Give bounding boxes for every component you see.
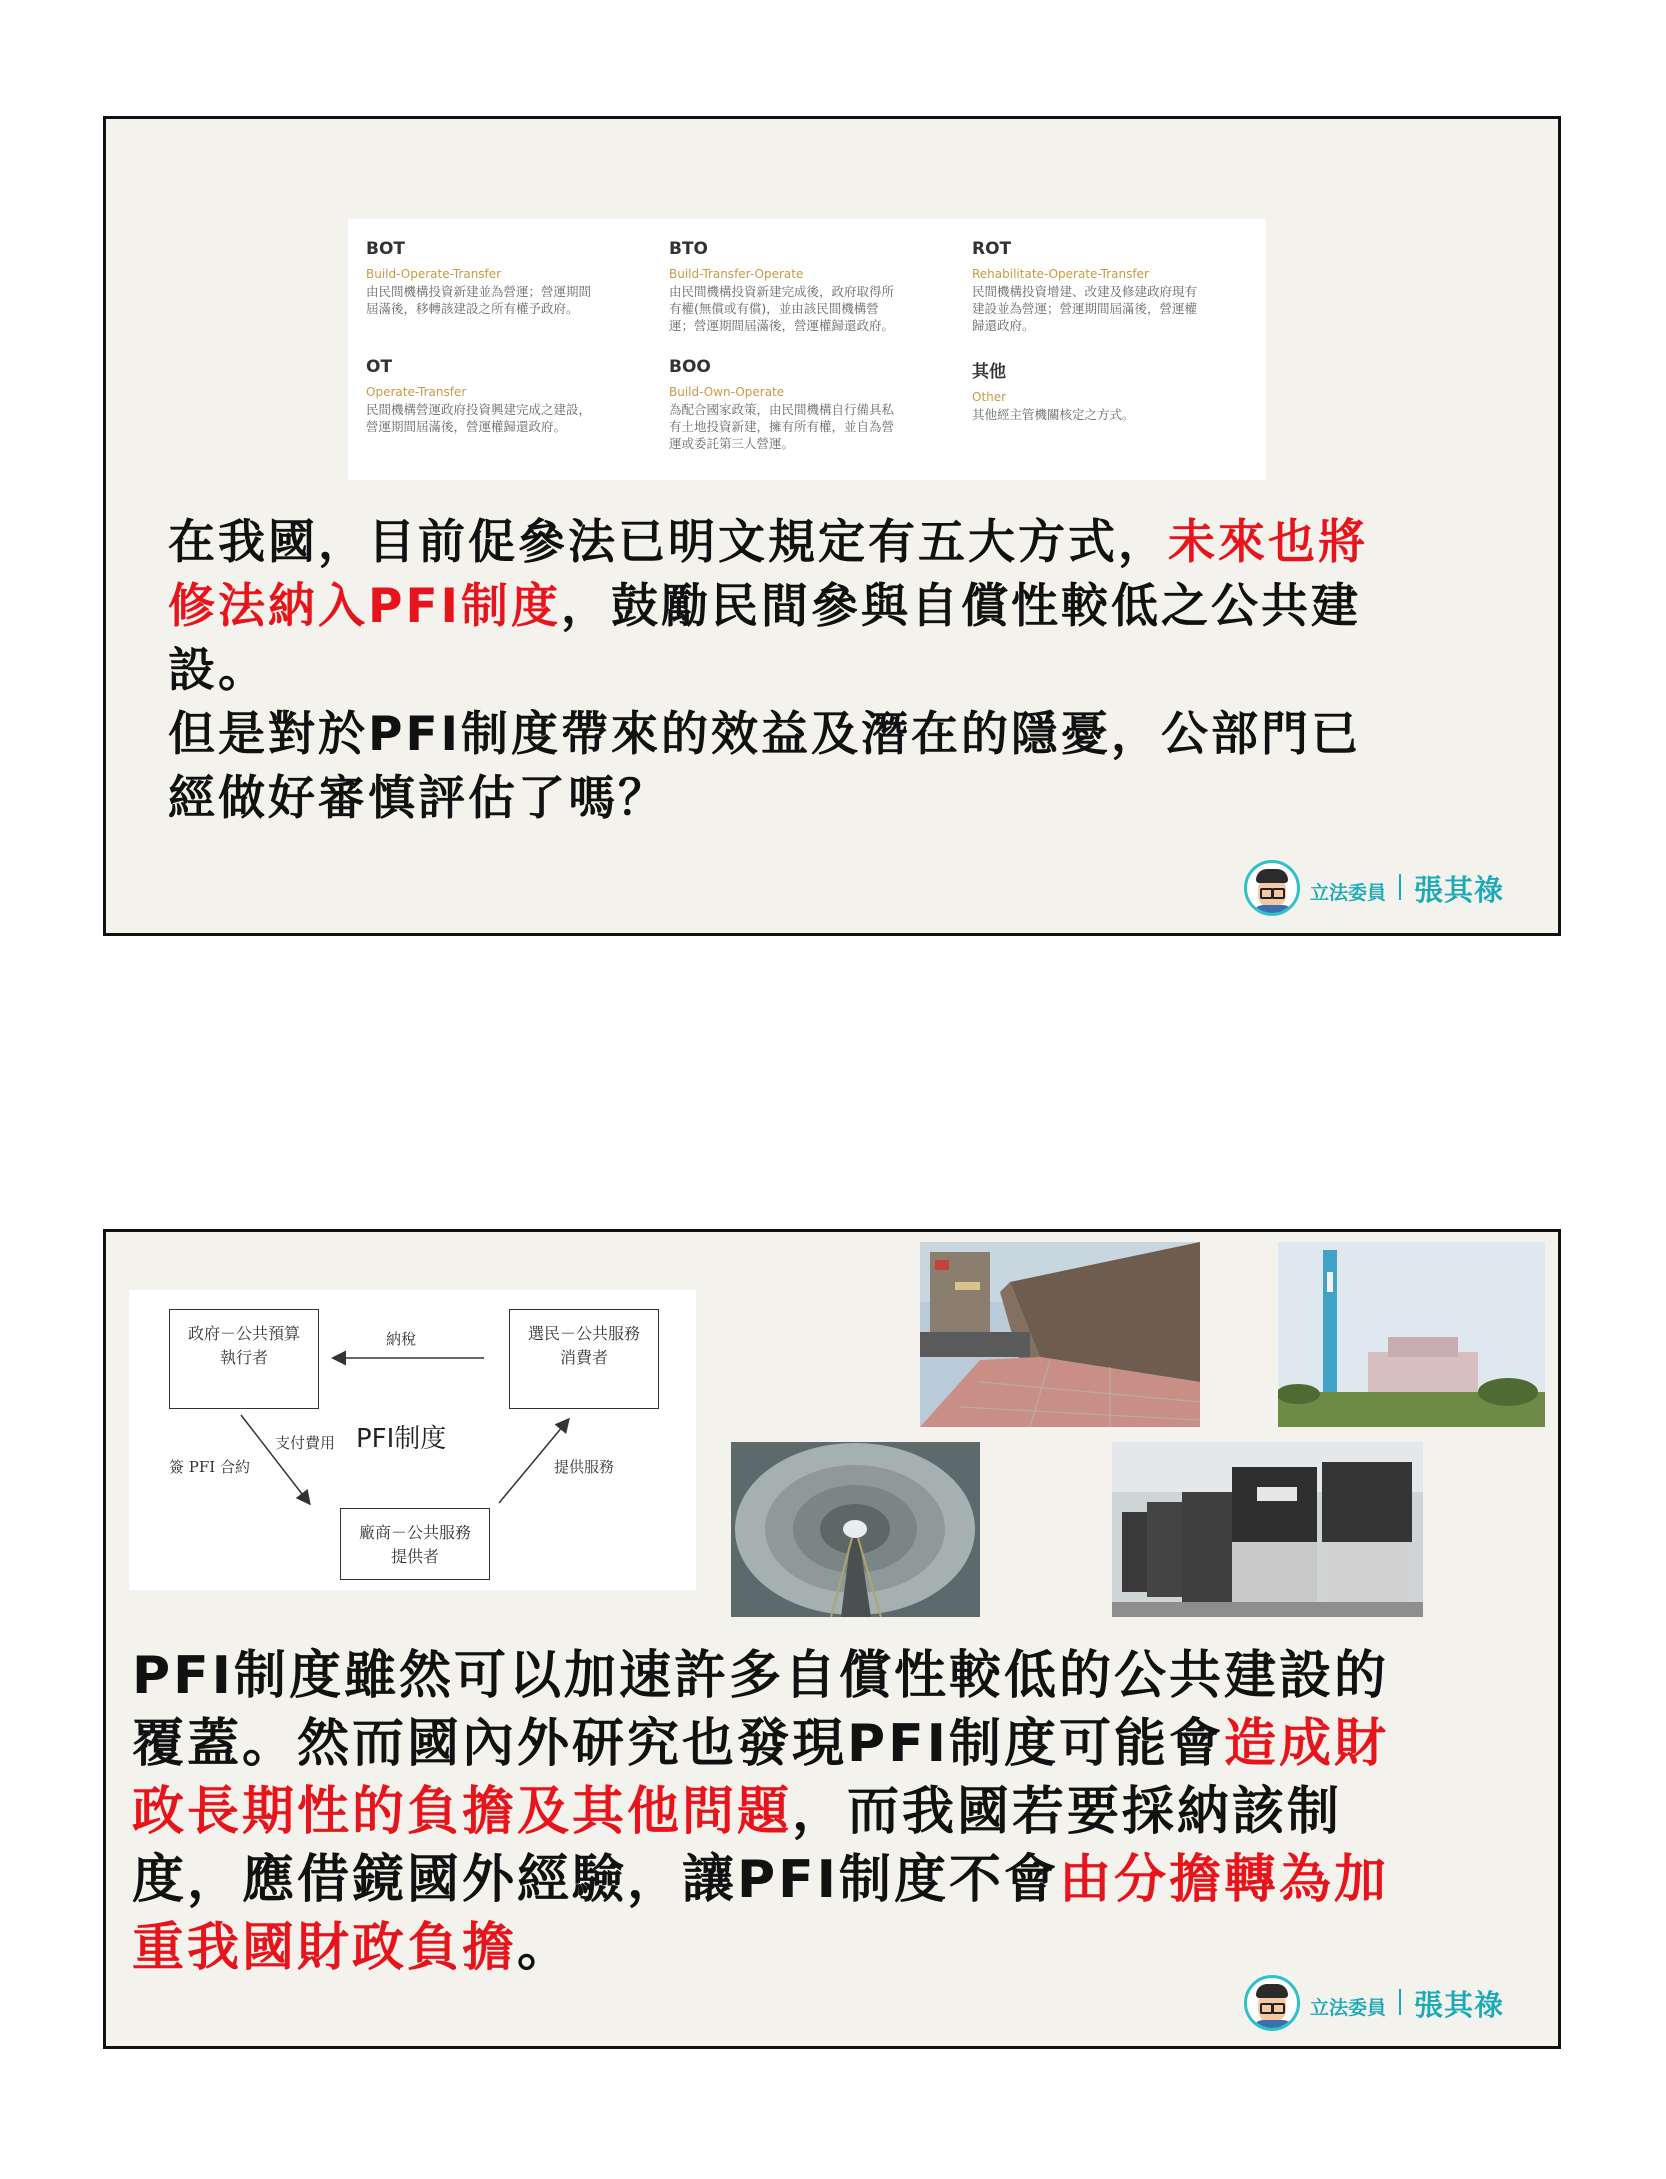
text-line <box>132 1914 1532 1982</box>
street-wall-photo <box>920 1242 1200 1427</box>
text-segment: 。 <box>517 1918 573 1978</box>
method-rot <box>972 239 1262 334</box>
method-desc-line: 民間機構投資增建、改建及修建政府現有 <box>972 284 1198 299</box>
box-line: 消費者 <box>559 1348 608 1367</box>
pay-label: 支付費用 <box>275 1434 336 1452</box>
method-other <box>972 357 1262 423</box>
text-segment: 在我國，目前促參法已明文規定有五大方式， <box>168 515 1168 570</box>
method-code: OT <box>366 357 393 377</box>
logo-name: 張其祿 <box>1414 1988 1505 2022</box>
method-bto <box>669 239 959 334</box>
method-desc-line: 歸還政府。 <box>972 318 1035 333</box>
box-line: 執行者 <box>219 1348 268 1367</box>
method-name: Rehabilitate-Operate-Transfer <box>972 267 1149 281</box>
method-desc-line: 有土地投資新建，擁有所有權，並自為營 <box>669 419 895 434</box>
method-name: Build-Own-Operate <box>669 385 785 399</box>
method-bot <box>366 239 656 317</box>
logo-divider <box>1399 874 1401 900</box>
highlight-text: 造成財 <box>1223 1714 1389 1774</box>
method-code: BOO <box>669 357 711 377</box>
method-code: ROT <box>972 239 1012 259</box>
tax-label: 納稅 <box>386 1330 417 1348</box>
contract-arrow <box>241 1415 309 1503</box>
promotion-methods-table <box>348 219 1266 480</box>
method-desc-line: 有權(無償或有償)，並由該民間機構營 <box>669 301 879 316</box>
text-segment: ，而我國若要採納該制 <box>792 1782 1343 1842</box>
box-line: 廠商－公共服務 <box>358 1523 471 1542</box>
slide-1 <box>103 116 1561 936</box>
method-boo <box>669 357 959 452</box>
method-desc-line: 建設並為營運；營運期間屆滿後，營運權 <box>972 301 1198 316</box>
method-desc-line: 由民間機構投資新建並為營運；營運期間 <box>366 284 592 299</box>
slide-2 <box>103 1229 1561 2049</box>
highlight-text: 重我國財政負擔 <box>132 1918 518 1978</box>
box-line: 提供者 <box>390 1547 439 1566</box>
box-line: 選民－公共服務 <box>527 1324 640 1343</box>
text-line: 但是對於PFI制度帶來的效益及潛在的隱憂，公部門已 <box>168 707 1362 762</box>
diagram-center-label: PFI制度 <box>356 1424 447 1454</box>
vendor-box <box>340 1508 490 1580</box>
highlight-text: 修法納入PFI制度 <box>168 579 562 634</box>
method-name: Operate-Transfer <box>366 385 467 399</box>
pfi-diagram <box>129 1290 696 1590</box>
method-desc-line: 為配合國家政策，由民間機構自行備具私 <box>669 402 895 417</box>
text-line <box>132 1710 1532 1778</box>
text-line: 設。 <box>168 643 268 698</box>
highlight-text: 未來也將 <box>1168 515 1368 570</box>
avatar-icon <box>1244 1975 1300 2031</box>
government-box <box>169 1309 319 1409</box>
text-segment: 度，應借鏡國外經驗，讓PFI制度不會 <box>132 1850 1059 1910</box>
method-name: Build-Operate-Transfer <box>366 267 502 281</box>
incinerator-photo <box>1278 1242 1545 1427</box>
tunnel-photo <box>731 1442 980 1617</box>
highlight-text: 由分擔轉為加 <box>1058 1850 1389 1910</box>
method-desc-line: 屆滿後，移轉該建設之所有權予政府。 <box>366 301 579 316</box>
method-code: 其他 <box>972 362 1006 382</box>
logo-role: 立法委員 <box>1310 1997 1387 2019</box>
box-line: 政府－公共預算 <box>187 1324 300 1343</box>
slide-1-body-text <box>168 511 1528 831</box>
service-label: 提供服務 <box>554 1458 615 1476</box>
method-name: Build-Transfer-Operate <box>669 267 804 281</box>
text-line <box>168 511 1528 575</box>
slide-2-body-text <box>132 1642 1532 1982</box>
text-line <box>132 1778 1532 1846</box>
method-ot <box>366 357 656 435</box>
contract-label: 簽 PFI 合約 <box>169 1458 250 1476</box>
text-segment: 覆蓋。然而國內外研究也發現PFI制度可能會 <box>132 1714 1224 1774</box>
method-desc-line: 運或委託第三人營運。 <box>669 436 795 451</box>
method-code: BOT <box>366 239 406 259</box>
method-desc-line: 由民間機構投資新建完成後，政府取得所 <box>669 284 895 299</box>
logo-divider <box>1399 1989 1401 2015</box>
method-desc-line: 其他經主管機關核定之方式。 <box>972 407 1135 422</box>
water-tanks-photo <box>1112 1442 1423 1617</box>
method-desc-line: 民間機構營運政府投資興建完成之建設， <box>366 402 592 417</box>
text-segment: ，鼓勵民間參與自償性較低之公共建 <box>561 579 1362 634</box>
text-line: PFI制度雖然可以加速許多自償性較低的公共建設的 <box>132 1646 1389 1706</box>
avatar-icon <box>1244 860 1300 916</box>
highlight-text: 政長期性的負擔及其他問題 <box>132 1782 793 1842</box>
method-name: Other <box>972 390 1007 404</box>
method-desc-line: 營運期間屆滿後，營運權歸還政府。 <box>366 419 567 434</box>
method-code: BTO <box>669 239 709 259</box>
logo-role: 立法委員 <box>1310 882 1387 904</box>
logo-name: 張其祿 <box>1414 873 1505 907</box>
voter-box <box>509 1309 659 1409</box>
text-line <box>132 1846 1532 1914</box>
text-line: 經做好審慎評估了嗎？ <box>168 771 668 826</box>
text-line <box>168 575 1528 639</box>
method-desc-line: 運；營運期間屆滿後，營運權歸還政府。 <box>669 318 895 333</box>
